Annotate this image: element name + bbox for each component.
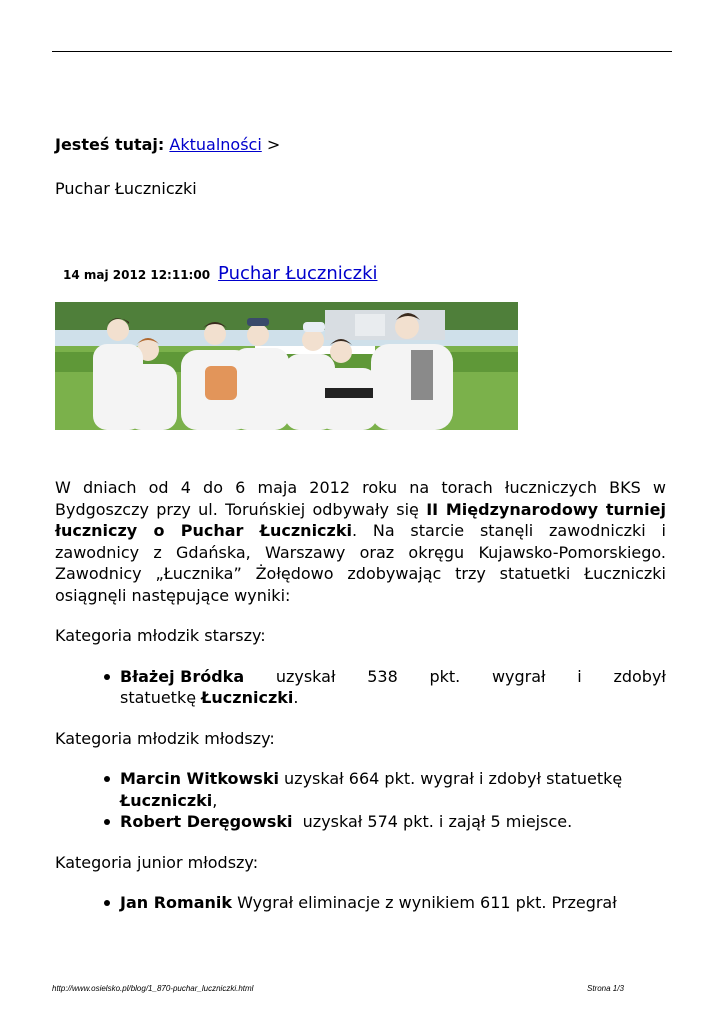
intro-text-1: W dniach od 4 do 6 maja 2012 roku na torach łuczniczych BKS w Bydgoszczy przy ul. Toruńskiej odbywały się (55, 478, 666, 519)
result-text: uzyskał 574 pkt. i zajął 5 miejsce. (292, 812, 573, 831)
list-item (120, 768, 666, 811)
breadcrumb-separator: > (261, 135, 281, 154)
breadcrumb (55, 135, 280, 154)
footer-url: http://www.osielsko.pl/blog/1_870-puchar_luczniczki.html (52, 984, 254, 993)
results-list (55, 666, 666, 709)
article-body (55, 477, 666, 914)
result-text: Wygrał eliminacje z wynikiem 611 pkt. Przegrał (232, 893, 617, 912)
result-tail: , (212, 790, 218, 810)
list-item (120, 892, 666, 914)
result-word: pkt. (429, 666, 461, 686)
result-word: wygrał (491, 666, 546, 686)
top-divider (52, 51, 672, 52)
article-date: 14 maj 2012 12:11:00 (63, 268, 211, 282)
category-title: Kategoria młodzik starszy: (55, 626, 266, 645)
award-name: Łuczniczki (120, 790, 213, 810)
athlete-name: Błażej Bródka (120, 666, 245, 686)
results-list (55, 892, 666, 914)
breadcrumb-label: Jesteś tutaj: (55, 135, 165, 154)
breadcrumb-link-aktualnosci[interactable]: Aktualności (169, 135, 262, 154)
intro-paragraph (55, 477, 666, 606)
athlete-name: Jan Romanik (120, 893, 233, 912)
category-title: Kategoria młodzik młodszy: (55, 728, 275, 748)
footer-page-number: Strona 1/3 (587, 984, 624, 993)
result-text: statuetkę (120, 688, 202, 707)
athlete-name: Robert Deręgowski (120, 812, 293, 831)
results-list (55, 768, 666, 833)
result-word: zdobył (613, 666, 666, 686)
list-item (120, 666, 666, 709)
article-header (63, 263, 378, 284)
athlete-name: Marcin Witkowski (120, 769, 279, 788)
page-subtitle: Puchar Łuczniczki (55, 179, 197, 198)
result-word: 538 (367, 666, 398, 686)
result-text: uzyskał 664 pkt. wygrał i zdobył statuetkę (278, 769, 623, 788)
article-title-link[interactable]: Puchar Łuczniczki (218, 263, 378, 284)
result-word: uzyskał (275, 666, 336, 686)
list-item (120, 811, 666, 833)
result-tail: . (293, 688, 299, 707)
article-photo (55, 302, 518, 430)
intro-text-2: . Na starcie stanęli zawodniczki i zawodnicy z Gdańska, Warszawy oraz okręgu Kujawsko-Pomorskiego. Zawodnicy „Łucznika” Żołędowo zdobywając trzy statuetki Łuczniczki osiągnęli następujące wyniki: (55, 521, 666, 605)
result-word: i (577, 666, 582, 686)
category-title: Kategoria junior młodszy: (55, 852, 259, 872)
intro-tournament-name: II Międzynarodowy turniej łuczniczy o Puchar Łuczniczki (55, 499, 666, 540)
award-name: Łuczniczki (201, 688, 294, 707)
